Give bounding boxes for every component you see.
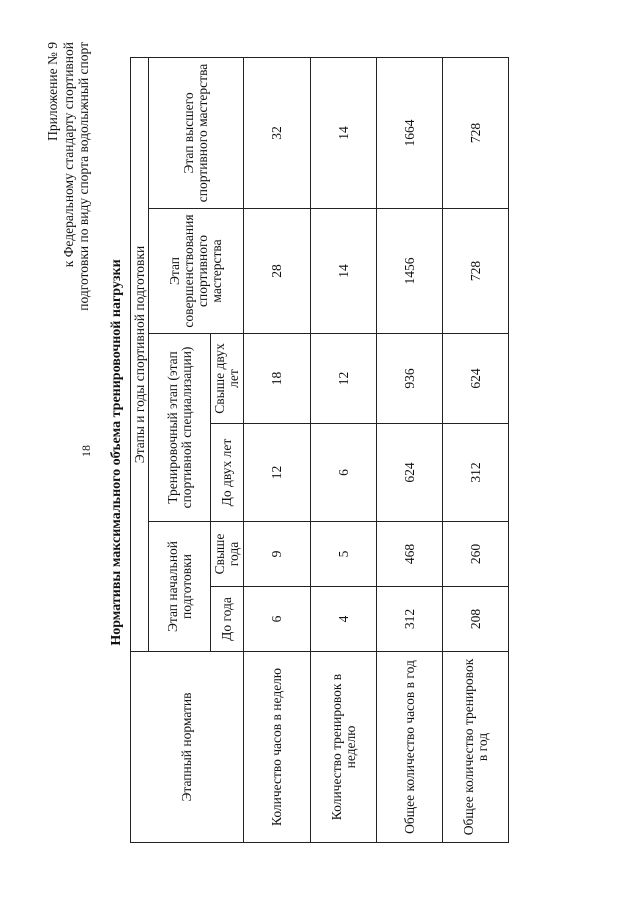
table-cell: 728 (443, 57, 509, 208)
document-title: Нормативы максимального объема тренировочной нагрузки (109, 259, 124, 646)
table-cell: 6 (244, 587, 311, 652)
table-cell: 12 (244, 424, 311, 522)
table-cell: 32 (244, 57, 311, 208)
table-cell: 208 (443, 587, 509, 652)
stage-higher-header: Этап высшего спортивного мастерства (149, 57, 244, 208)
table-cell: 4 (311, 587, 377, 652)
row-header-cell: Этапный норматив (131, 652, 244, 843)
table-cell: 28 (244, 209, 311, 334)
table-cell: 14 (311, 209, 377, 334)
table-cell: 624 (443, 334, 509, 424)
group-header-cell: Этапы и годы спортивной подготовки (131, 57, 149, 651)
sub-training-a: До двух лет (211, 424, 244, 522)
table-row (443, 57, 509, 842)
appendix-line-2: к Федеральному стандарту спортивной (60, 42, 76, 268)
table-cell: 728 (443, 209, 509, 334)
norms-table (130, 57, 509, 843)
table-cell: 312 (443, 424, 509, 522)
sub-training-b: Свыше двух лет (211, 334, 244, 424)
appendix-line-1: Приложение № 9 (45, 42, 60, 141)
page-number: 18 (79, 445, 93, 457)
appendix-line-3: подготовки по виду спорта водолыжный спорт (76, 42, 91, 311)
table-cell: 936 (377, 334, 443, 424)
table-cell: 5 (311, 522, 377, 587)
table-cell: 12 (311, 334, 377, 424)
row-label: Общее количество тренировок в год (443, 652, 509, 843)
table-cell: 624 (377, 424, 443, 522)
table-row (377, 57, 443, 842)
table-cell: 1456 (377, 209, 443, 334)
row-label: Количество тренировок в неделю (311, 652, 377, 843)
table-cell: 18 (244, 334, 311, 424)
stage-training-header: Тренировочный этап (этап спортивной специализации) (149, 334, 211, 522)
row-label: Количество часов в неделю (244, 652, 311, 843)
table-cell: 14 (311, 57, 377, 208)
table-row (311, 57, 377, 842)
table-cell: 1664 (377, 57, 443, 208)
table-cell: 9 (244, 522, 311, 587)
table-cell: 468 (377, 522, 443, 587)
appendix-block (45, 42, 92, 402)
row-label: Общее количество часов в год (377, 652, 443, 843)
sub-initial-b: Свыше года (211, 522, 244, 587)
table-cell: 312 (377, 587, 443, 652)
stage-initial-header: Этап начальной подготовки (149, 522, 211, 652)
table-cell: 6 (311, 424, 377, 522)
sub-initial-a: До года (211, 587, 244, 652)
table-row (244, 57, 311, 842)
stage-improvement-header: Этап совершенствования спортивного мастерства (149, 209, 244, 334)
table-cell: 260 (443, 522, 509, 587)
